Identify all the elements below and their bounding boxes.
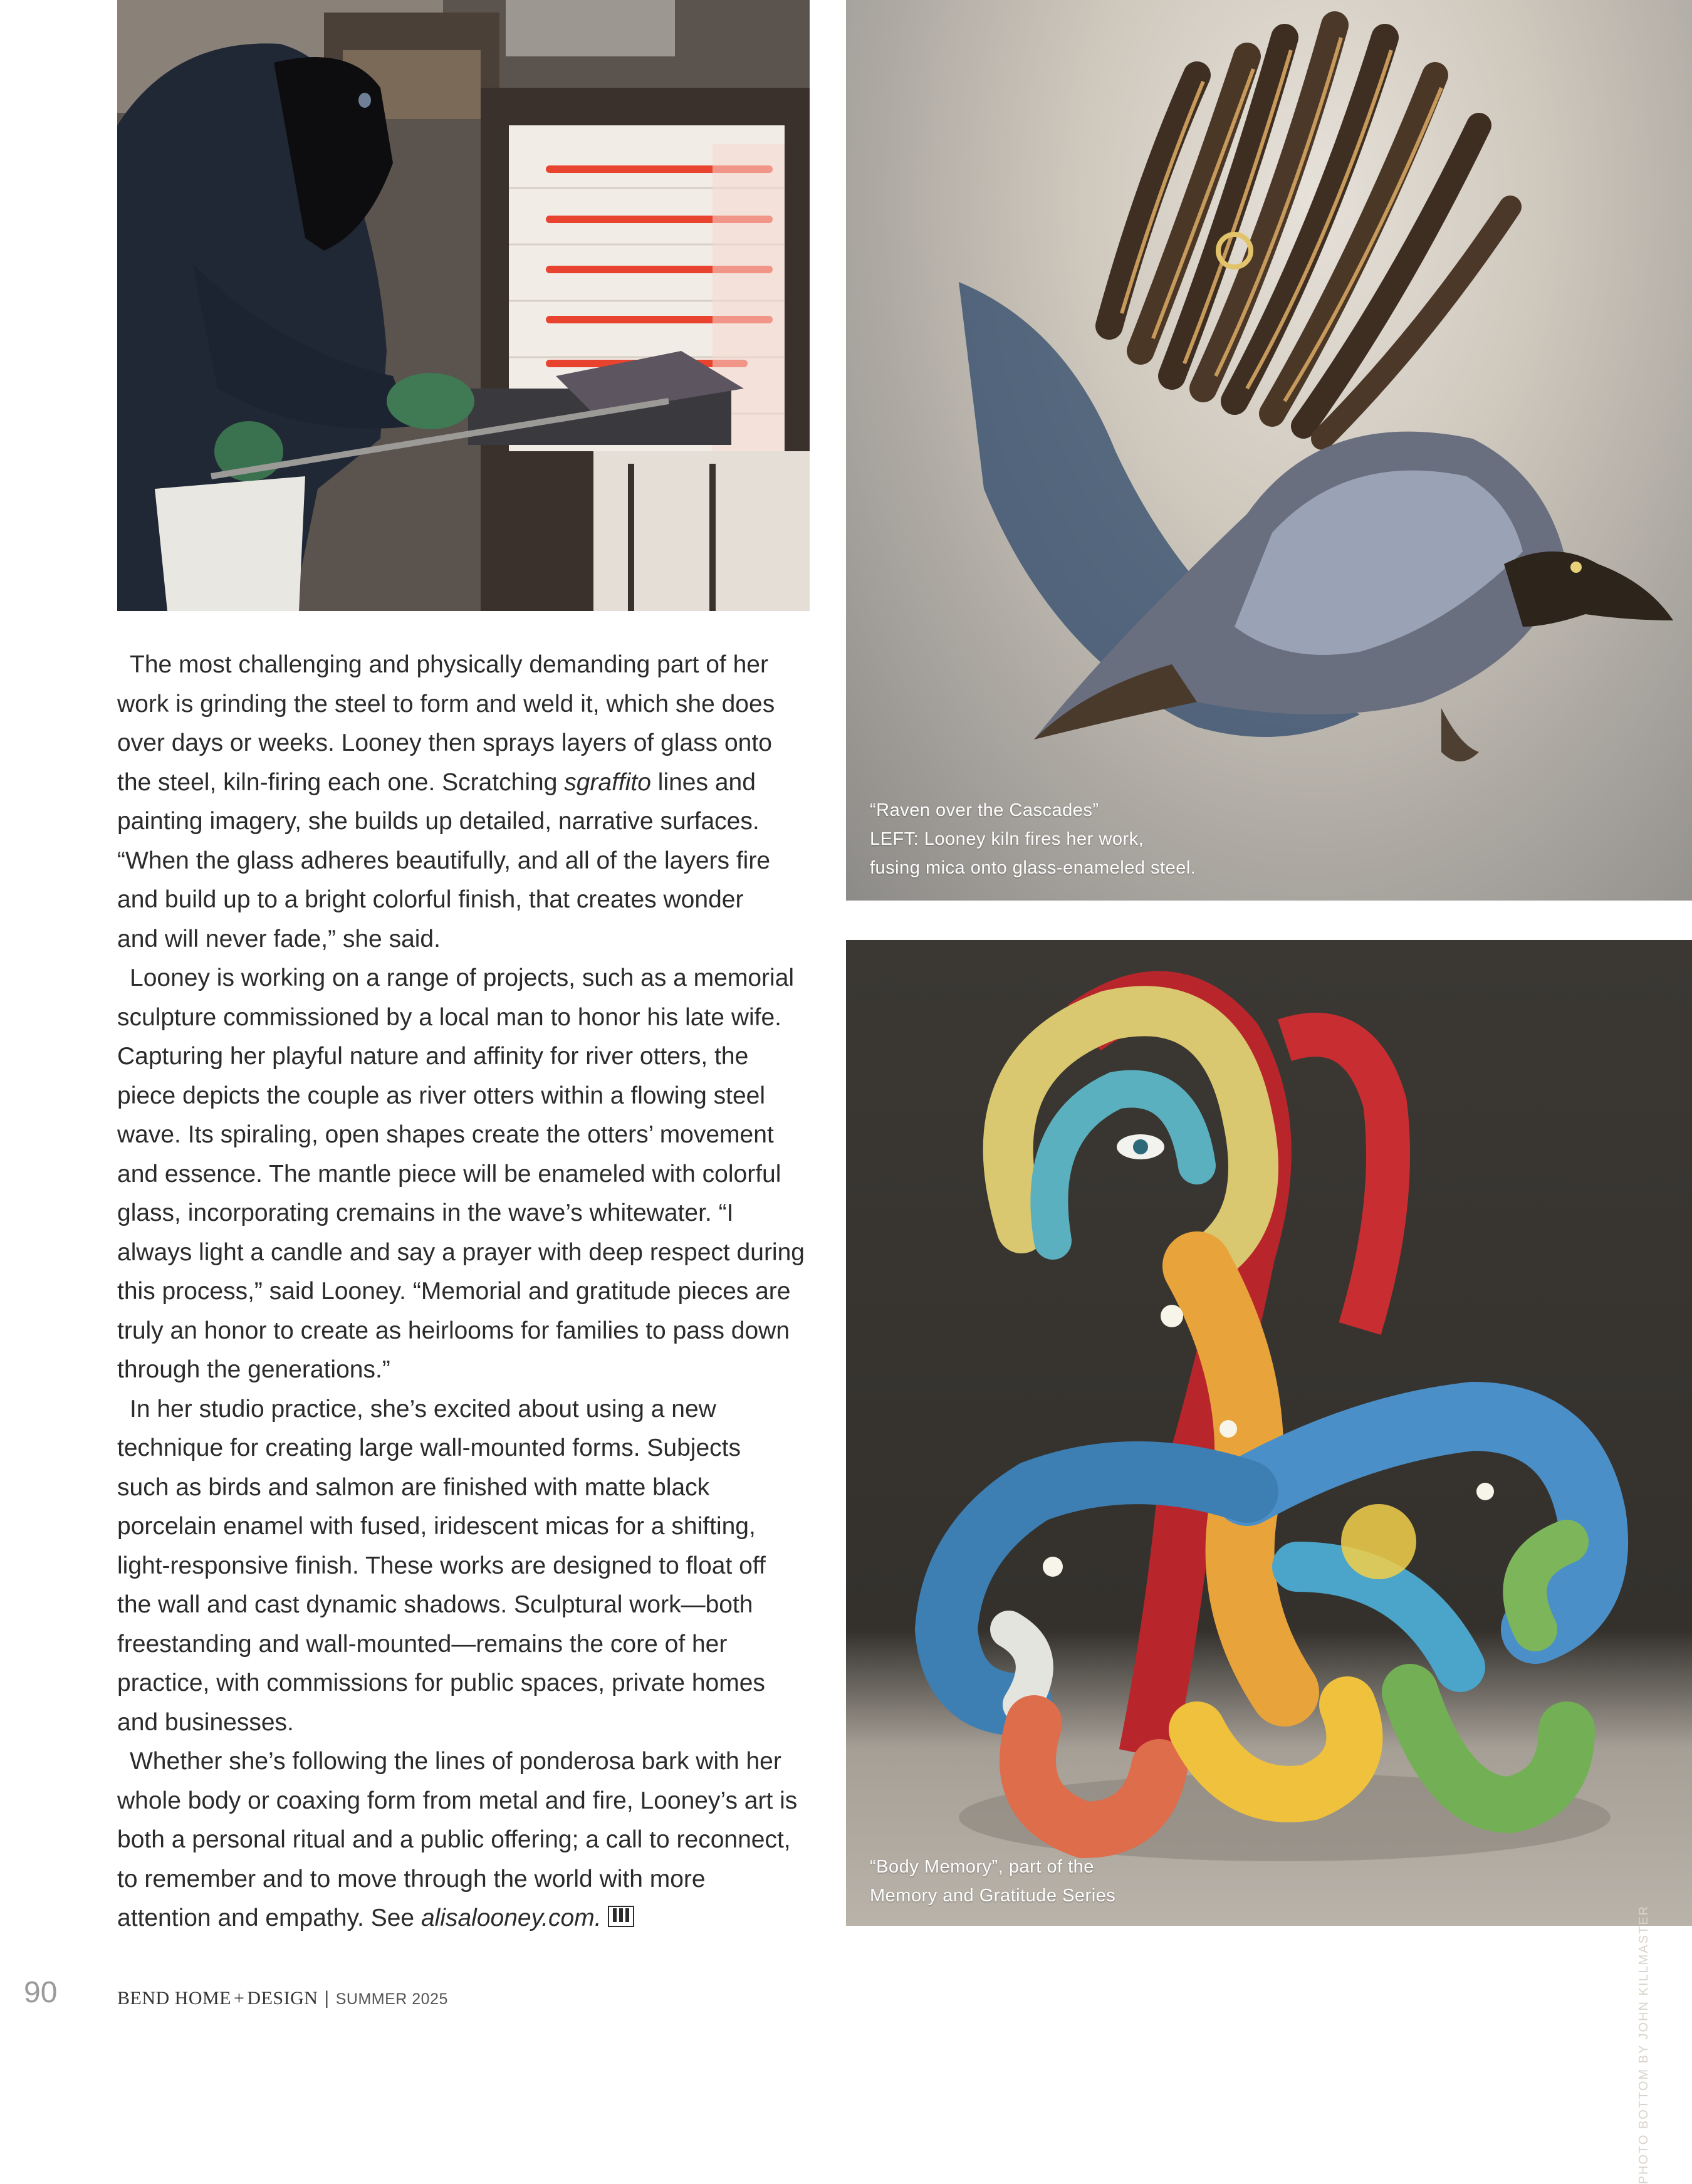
article-line: The most challenging and physically demanding part of her bbox=[130, 651, 768, 678]
article-text: lines and bbox=[650, 768, 756, 796]
body-caption-title: “Body Memory”, part of the bbox=[870, 1857, 1094, 1877]
article-line: practice, with commissions for public spaces, private homes bbox=[117, 1669, 765, 1696]
article-line: the wall and cast dynamic shadows. Sculptural work—both bbox=[117, 1591, 753, 1618]
article-line: sculpture commissioned by a local man to honor his late wife. bbox=[117, 1003, 782, 1031]
raven-caption-title: “Raven over the Cascades” bbox=[870, 800, 1099, 820]
article-line: and build up to a bright colorful finish, that creates wonder bbox=[117, 886, 744, 913]
article-line bbox=[117, 763, 813, 803]
article-body bbox=[117, 645, 813, 1938]
article-line: In her studio practice, she’s excited about using a new bbox=[130, 1395, 716, 1423]
article-line: whole body or coaxing form from metal and fire, Looney’s art is bbox=[117, 1787, 798, 1814]
article-line: “When the glass adheres beautifully, and all of the layers fire bbox=[117, 847, 771, 874]
issue-label: SUMMER 2025 bbox=[335, 1990, 448, 2008]
article-line: freestanding and wall-mounted—remains the core of her bbox=[117, 1630, 728, 1658]
article-line: and will never fade,” she said. bbox=[117, 925, 441, 953]
article-text: the steel, kiln-firing each one. Scratching bbox=[117, 768, 565, 796]
article-line: this process,” said Looney. “Memorial and gratitude pieces are bbox=[117, 1278, 791, 1305]
article-line: painting imagery, she builds up detailed, narrative surfaces. bbox=[117, 808, 760, 835]
divider: | bbox=[324, 1988, 330, 2009]
body-caption-line: Memory and Gratitude Series bbox=[870, 1886, 1116, 1906]
raven-caption bbox=[870, 796, 1196, 882]
article-line: technique for creating large wall-mounted forms. Subjects bbox=[117, 1434, 741, 1461]
magazine-masthead bbox=[117, 1988, 448, 2009]
magazine-name: DESIGN bbox=[247, 1988, 318, 2009]
article-line: glass, incorporating cremains in the wave’s whitewater. “I bbox=[117, 1199, 734, 1226]
article-line: over days or weeks. Looney then sprays layers of glass onto bbox=[117, 729, 772, 756]
end-mark-icon bbox=[608, 1906, 634, 1927]
raven-caption-line: LEFT: Looney kiln fires her work, bbox=[870, 829, 1144, 849]
article-line: such as birds and salmon are finished with matte black bbox=[117, 1473, 710, 1501]
article-line: piece depicts the couple as river otters within a flowing steel bbox=[117, 1082, 766, 1109]
article-line bbox=[117, 1899, 813, 1938]
body-memory-caption bbox=[870, 1852, 1115, 1910]
article-text: attention and empathy. See bbox=[117, 1904, 421, 1931]
article-line: wave. Its spiraling, open shapes create the otters’ movement bbox=[117, 1121, 774, 1148]
article-line: Capturing her playful nature and affinity for river otters, the bbox=[117, 1043, 749, 1070]
raven-caption-line: fusing mica onto glass-enameled steel. bbox=[870, 858, 1196, 878]
article-line: and essence. The mantle piece will be enameled with colorful bbox=[117, 1160, 781, 1188]
photo-credit: PHOTO BOTTOM BY JOHN KILLMASTER bbox=[1637, 1905, 1651, 2184]
article-line: light-responsive finish. These works are designed to float off bbox=[117, 1552, 766, 1579]
article-line: both a personal ritual and a public offering; a call to reconnect, bbox=[117, 1826, 791, 1853]
kiln-photo bbox=[117, 0, 810, 611]
article-line: porcelain enamel with fused, iridescent micas for a shifting, bbox=[117, 1513, 756, 1540]
sgraffito-term: sgraffito bbox=[564, 768, 651, 796]
article-line: through the generations.” bbox=[117, 1356, 390, 1383]
article-line: always light a candle and say a prayer with deep respect during bbox=[117, 1238, 805, 1266]
raven-sculpture-photo bbox=[846, 0, 1692, 901]
article-line: truly an honor to create as heirlooms for families to pass down bbox=[117, 1317, 790, 1344]
article-line: Whether she’s following the lines of ponderosa bark with her bbox=[130, 1748, 781, 1775]
article-line: and businesses. bbox=[117, 1708, 294, 1736]
plus-glyph: + bbox=[234, 1988, 245, 2009]
page-number: 90 bbox=[24, 1976, 58, 2009]
article-line: to remember and to move through the world with more bbox=[117, 1865, 706, 1893]
article-line: work is grinding the steel to form and weld it, which she does bbox=[117, 690, 775, 718]
website-link[interactable]: alisalooney.com. bbox=[420, 1904, 602, 1931]
magazine-name: BEND HOME bbox=[117, 1988, 231, 2009]
article-line: Looney is working on a range of projects, such as a memorial bbox=[130, 964, 795, 991]
body-memory-sculpture-photo bbox=[846, 940, 1692, 2184]
